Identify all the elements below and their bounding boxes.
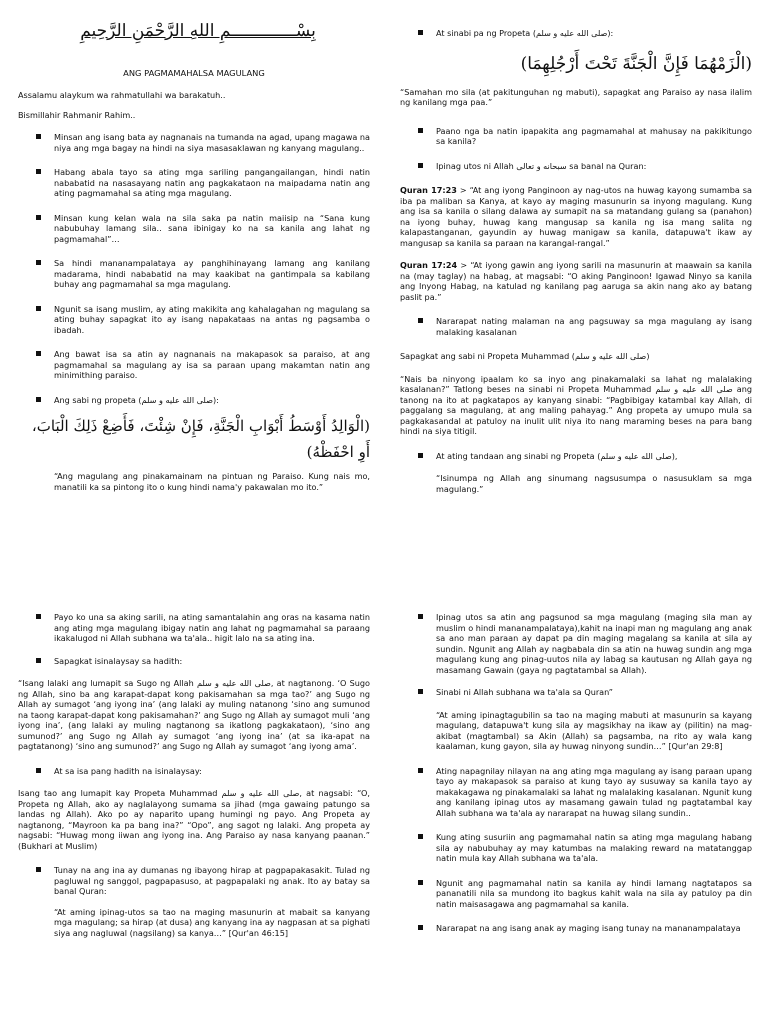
list-item: Sa hindi mananampalataya ay panghihinayang lamang ang kanilang madarama, hindi nababatid na may kaakibat na gantimpala sa kabilang buhay ang pagmamahal sa mga magulang.	[18, 258, 370, 290]
hadith-text: Isang tao ang lumapit kay Propeta Muhammad صلى الله عليه و سلم, at nagsabi: “O, Propeta ng Allah, ako ay naglalayong sumama sa jihad (mga gawaing patungo sa landas ng Allah). Ako po ay naparito upang humingi ng payo. Ang Propeta ay nagtanong, “Mayroon ka pa bang ina?” “Opo”, ang sagot ng lalaki. Ang propeta ay nagsabi: “Huwag mong iiwan ang iyong ina. Ang Paraiso ay nasa kanyang paanan.” (Bukhari at Muslim)	[18, 788, 370, 851]
bullet-square-icon	[418, 453, 423, 458]
bullet-square-icon	[36, 169, 41, 174]
bullet-square-icon	[418, 163, 423, 168]
bullet-square-icon	[418, 318, 423, 323]
bullet-square-icon	[36, 351, 41, 356]
bullet-square-icon	[418, 689, 423, 694]
list-item: Ipinag utos ni Allah سبحانه و تعالى sa banal na Quran:	[400, 161, 752, 172]
hadith-text: “Nais ba ninyong ipaalam ko sa inyo ang pinakamalaki sa lahat ng malalaking kasalanan?” Tatlong beses na sinabi ni Propeta Muhammad صلى الله عليه و سلم ang tanong na ito at pagkatapos ay kanyang sinabi: “Pagbibigay katambal kay Allah, di paggalang sa magulang, at ang maling pahayag.” Ang propeta ay umupo mula sa pagkakasandal at patuloy na inulit ulit niya ito nang maraming beses na para bang hindi na siya titigil.	[400, 373, 753, 436]
list-item: Paano nga ba natin ipapakita ang pagmamahal at mahusay na pakikitungo sa kanila?	[400, 126, 752, 147]
list-item: Habang abala tayo sa ating mga sariling pangangailangan, hindi natin nababatid na nasasayang natin ang pagkakataon na maipadama natin ang ating pagmamahal sa ating mga magulang.	[18, 167, 370, 199]
bullet-square-icon	[418, 614, 423, 619]
bullet-square-icon	[36, 397, 41, 402]
bullet-square-icon	[418, 30, 423, 35]
bismillahir: Bismillahir Rahmanir Rahim..	[18, 109, 136, 120]
list-item: Nararapat nating malaman na ang pagsuway sa mga magulang ay isang malaking kasalanan	[400, 316, 752, 337]
bullet-square-icon	[418, 880, 423, 885]
left-bottom-section	[18, 612, 370, 938]
list-item: Payo ko una sa aking sarili, na ating samantalahin ang oras na kasama natin ang ating mga magulang ibigay natin ang lahat ng pagmamahal sa paraang ikakalugod ni Allah subhana wa ta'ala.. higit lalo na sa ating ina.	[18, 612, 370, 644]
hadith-arabic: (الْوَالِدُ أَوْسَطُ أَبْوَابِ الْجَنَّةِ، فَإِنْ شِئْتَ، فَأَضِعْ ذَلِكَ الْبَابَ، أَوِ احْفَظْهُ)	[31, 417, 370, 461]
bullet-square-icon	[36, 614, 41, 619]
list-item: Minsan ang isang bata ay nagnanais na tumanda na agad, upang magawa na niya ang mga bagay na hindi na siya masasaklawan ng kanyang magulang..	[18, 132, 370, 153]
list-item: Sinabi ni Allah subhana wa ta'ala sa Quran”	[400, 687, 752, 698]
hadith-translation: “Ang magulang ang pinakamainam na pintuan ng Paraiso. Kung nais mo, manatili ka sa pintong ito o kung hindi nama'y pakawalan mo ito.”	[54, 471, 370, 492]
list-item: Ipinag utos sa atin ang pagsunod sa mga magulang (maging sila man ay muslim o hindi mananampalataya),kahit na inapi man ng magulang ang anak sa ano man paraan ay dapat pa din maging magalang sa kanila at sila ay sundin. Ngunit ang Allah ay nagbabala din sa atin na huwag sundin ang mga magulang kung ang pinag-uutos nila ay labag sa kautusan ng Allah gaya ng masamang Gawain (gaya ng pagtatambal sa Allah).	[400, 612, 752, 675]
hadith-text: “Isang lalaki ang lumapit sa Sugo ng Allah صلى الله عليه و سلم, at nagtanong. ‘O Sugo ng Allah, sino ba ang karapat-dapat kong pakisamahan sa mga tao?’ ang Sugo ng Allah ay sumagot ‘ang iyong ina’ (ang lalaki ay muling natanong ‘sino ang sumunod na taong karapat-dapat kong pakisamahan?’ ang Sugo ng Allah ay sumagot muli ‘ang iyong ina’, (ang lalaki ay muling nagtanong sa ikatlong pagkakataon), ‘sino ang sumunod?’ ang Sugo ng Allah ay sumagot ‘ang iyong ina’ (at sa ika-apat na pagtatanong) ‘sino ang sumunod?’ ang Sugo ng Allah ay sumagot ‘ang iyong ama’.	[18, 678, 370, 751]
hadith-arabic-2: (الْزَمْهُمَا فَإِنَّ الْجَنَّةَ تَحْتَ أَرْجُلِهِمَا)	[520, 53, 752, 74]
right-top-section	[400, 28, 752, 494]
list-item: Kung ating susuriin ang pagmamahal natin sa ating mga magulang habang sila ay nabubuhay ay may katumbas na malaking reward na matatanggap natin mula kay Allah subhana wa ta'ala.	[400, 832, 752, 864]
bullet-square-icon	[418, 925, 423, 930]
list-item: At sa isa pang hadith na isinalaysay:	[18, 766, 370, 777]
bullet-square-icon	[36, 658, 41, 663]
quran-17-24: Quran 17:24 > “At iyong gawin ang iyong sarili na masunurin at maawain sa kanila na (may taglay) na habag, at magsabi: “O aking Panginoon! Igawad Ninyo sa kanila ang Inyong Habag, na katulad ng kanilang pag aaruga sa akin nang ako ay batang paslit pa.”	[400, 260, 752, 302]
bullet-square-icon	[418, 834, 423, 839]
list-item: At sinabi pa ng Propeta (صلى الله عليه و سلم):	[400, 28, 752, 39]
greeting: Assalamu alaykum wa rahmatullahi wa barakatuh..	[18, 90, 226, 100]
quran-17-23: Quran 17:23 > “At ang iyong Panginoon ay nag-utos na huwag kayong sumamba sa iba pa maliban sa Kanya, at kayo ay maging masunurin sa inyong magulang. Kung ang isa sa kanila o silang dalawa ay sumapit na sa matandang gulang sa (panahon) na iyong buhay, huwag kang mangusap sa kanila ng isa mang salita ng kalapastanganan, gayundin ay huwag manigaw sa kanila, datapuwa't ikaw ay mangusap sa kanila sa paraan na karangal-rangal.”	[400, 185, 752, 248]
quote: “At aming ipinagtagubilin sa tao na maging mabuti at masunurin sa kayang magulang, datapuwa't kung sila ay magsikhay na ikaw ay (pilitin) na mag-akibat (magtambal) sa Akin (Allah) sa pagsamba, na rito ay wala kang kaalaman, kung gayon, sila ay huwag ninyong sundin…” [Qur'an 29:8]	[436, 709, 752, 751]
list-item: At ating tandaan ang sinabi ng Propeta (صلى الله عليه و سلم),	[400, 451, 752, 462]
page-title: ANG PAGMAMAHALSA MAGULANG	[123, 68, 265, 78]
bullet-square-icon	[36, 260, 41, 265]
bismillah-heading: بِسْـــــــــــــمِ اللهِ الرَّحْمَنِ الرَّحِيمِ	[80, 21, 316, 41]
bullet-square-icon	[418, 768, 423, 773]
bullet-square-icon	[418, 128, 423, 133]
list-item: Tunay na ang ina ay dumanas ng ibayong hirap at pagpapakasakit. Tulad ng pagluwal ng sanggol, pagpapasuso, at pagpapalaki ng anak. Ito ay batay sa banal Quran:	[18, 865, 370, 897]
quote: “Samahan mo sila (at pakitunguhan ng mabuti), sapagkat ang Paraiso ay nasa ilalim ng kanilang mga paa.”	[400, 86, 752, 107]
list-item: Ating napagnilay nilayan na ang ating mga magulang ay isang paraan upang tayo ay makapasok sa paraiso at kung tayo ay susuway sa kanila tayo ay makakagawa ng pinakamalaki sa lahat ng malalaking kasalanan. Ngunit kung ang kanilang ipinag utos ay masamang gawain tulad ng pagtatambal kay Allah subhana wa ta'ala ay nararapat na huwag silang sundin..	[400, 766, 752, 819]
bullet-square-icon	[36, 867, 41, 872]
list-item: Ngunit sa isang muslim, ay ating makikita ang kahalagahan ng magulang sa ating buhay sapagkat ito ay isang napakataas na antas ng pagsamba o ibadah.	[18, 304, 370, 336]
right-bottom-section	[400, 612, 752, 934]
quote: “Isinumpa ng Allah ang sinumang nagsusumpa o nasusuklam sa mga magulang.”	[436, 473, 752, 494]
bullet-square-icon	[36, 768, 41, 773]
list-item: Ngunit ang pagmamahal natin sa kanila ay hindi lamang nagtatapos sa pananatili nila sa mundong ito bagkus kahit wala na sila ay patuloy pa din natin maisasagawa ang pagmamahal sa kanila.	[400, 878, 752, 910]
list-item: Sapagkat isinalaysay sa hadith:	[18, 656, 370, 667]
list-item: Ang bawat isa sa atin ay nagnanais na makapasok sa paraiso, at ang pagmamahal sa magulang ay isa sa paraan upang makamtan natin ang minimithing paraiso.	[18, 349, 370, 381]
bullet-square-icon	[36, 134, 41, 139]
list-item: Nararapat na ang isang anak ay maging isang tunay na mananampalataya	[400, 923, 752, 934]
list-item: Minsan kung kelan wala na sila saka pa natin maiisip na “Sana kung nabubuhay lamang sila.. sana ibinigay ko na sa kanila ang lahat ng pagmamahal”…	[18, 213, 370, 245]
list-item: Ang sabi ng propeta (صلى الله عليه و سلم):	[18, 395, 370, 406]
left-top-section	[18, 90, 370, 492]
bullet-square-icon	[36, 215, 41, 220]
sapagkat-line: Sapagkat ang sabi ni Propeta Muhammad (صلى الله عليه و سلم)	[400, 351, 650, 361]
quote: “At aming ipinag-utos sa tao na maging masunurin at mabait sa kanyang mga magulang; sa hirap (at dusa) ang kanyang ina ay nagpasan at sa pighati siya ang nagluwal (nagsilang) sa kanya…” [Qur'an 46:15]	[54, 906, 370, 938]
bullet-square-icon	[36, 306, 41, 311]
